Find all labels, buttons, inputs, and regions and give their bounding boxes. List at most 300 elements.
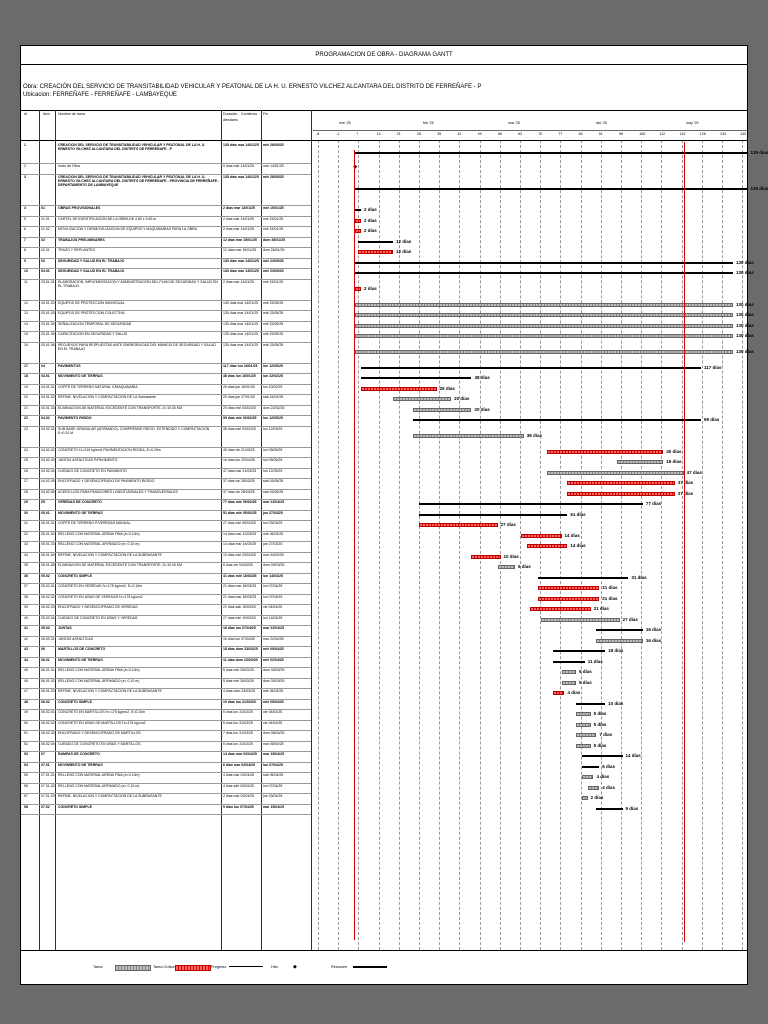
row-id: 1 — [24, 143, 26, 147]
row-id: 58 — [24, 804, 28, 809]
row-task-name: CONCRETO SIMPLE — [58, 573, 92, 578]
task-bar[interactable] — [547, 471, 684, 475]
row-task-name: EQUIPOS DE PROTECCION COLECTIVA — [58, 311, 125, 315]
summary-bar[interactable] — [361, 367, 701, 369]
bar-duration-label: 4 días — [596, 774, 610, 780]
row-item: 04.01.02 — [41, 395, 55, 399]
row-task-name: CONCRETO f'c=210 kg/cm2 PAVIMENTACION RIGIDA, E=0.20m — [58, 447, 161, 452]
row-id: 57 — [24, 794, 28, 798]
row-duration: 16 días lun 20/04/25 — [223, 458, 255, 462]
bar-duration-label: 47 días — [686, 469, 702, 475]
row-task-name: RELLENO CON MATERIAL ARENA FINA (e=0.10m) — [58, 531, 140, 536]
row-duration: 4 días dom 23/03/25 — [223, 689, 255, 693]
table-row[interactable] — [21, 804, 311, 816]
row-end: mié 09/04/25 — [263, 699, 284, 704]
row-item: 03 — [41, 258, 45, 263]
task-bar[interactable] — [413, 408, 471, 412]
row-duration: 10 días mié 23/02/25 — [223, 552, 256, 557]
row-end: lun 07/04/25 — [263, 762, 283, 767]
row-item: 03.01.04 — [41, 321, 55, 326]
bar-duration-label: 26 días — [439, 385, 455, 391]
row-item: 06.02.01 — [41, 710, 55, 714]
row-item: 05.02 — [41, 573, 50, 578]
task-bar[interactable] — [562, 670, 577, 674]
row-id: 29 — [24, 500, 28, 504]
row-id: 13 — [24, 311, 28, 315]
critical-task-bar[interactable] — [547, 450, 663, 454]
bar-duration-label: 21 días — [602, 595, 618, 601]
legend-progress-label: Progreso — [211, 965, 227, 969]
bar-duration-label: 21 días — [602, 585, 618, 591]
row-task-name: EQUIPOS DE PROTECCION INDIVIDUAL — [58, 300, 125, 305]
row-item: 07.02 — [41, 804, 50, 809]
col-header-end: Fin — [263, 112, 268, 116]
row-end: mié 28/05/25 — [263, 174, 284, 179]
row-duration: 99 días mié 03/02/25 — [223, 416, 257, 420]
row-id: 43 — [24, 647, 28, 651]
row-task-name: ENCOFRADO Y DESENCOFRADO DE PAVIMENTO RIGIDO — [58, 479, 155, 483]
row-end: mar 22/04/25 — [263, 500, 285, 504]
task-bar[interactable] — [576, 744, 591, 748]
row-duration: 47 días mar 21/03/25 — [223, 468, 257, 473]
row-item: 01.01 — [41, 216, 50, 221]
bar-duration-label: 27 días — [622, 616, 638, 622]
row-id: 22 — [24, 416, 28, 420]
summary-bar[interactable] — [355, 188, 747, 190]
row-item: 05.01.03 — [41, 542, 55, 546]
task-bar[interactable] — [355, 334, 733, 338]
row-task-name: CONCRETO EN VEREDAS f'c=175 kg/cm2, E=0.10m — [58, 584, 143, 588]
row-task-name: CORTE DE TERRENO P/VEREDAS MANUAL — [58, 521, 131, 525]
row-task-name: REFINE, NIVELACION Y COMPACTACION DE LA SUBRASANTE — [58, 689, 162, 693]
row-id: 31 — [24, 521, 28, 525]
row-end: lun 14/04/25 — [263, 573, 283, 578]
row-duration: 37 días vie 28/03/25 — [223, 489, 255, 494]
summary-bar[interactable] — [358, 241, 393, 243]
critical-task-bar[interactable] — [521, 534, 562, 538]
bar-duration-label: 4 días — [567, 690, 581, 696]
row-end: dom 06/04/25 — [263, 731, 285, 735]
row-item: 05.01 — [41, 510, 50, 515]
row-end: dom 30/03/25 — [263, 668, 285, 672]
row-id: 46 — [24, 678, 28, 683]
row-item: 06 — [41, 647, 45, 651]
summary-bar[interactable] — [355, 209, 361, 211]
row-end: lun 07/04/25 — [263, 594, 283, 599]
critical-task-bar[interactable] — [567, 481, 675, 485]
critical-task-bar[interactable] — [527, 544, 568, 548]
bar-duration-label: 130 días — [735, 322, 754, 328]
row-task-name: PAVIMENTOS — [58, 363, 81, 368]
table-row[interactable] — [21, 342, 311, 364]
row-task-name: TRABAJOS PRELIMINARES — [58, 237, 105, 242]
timescale-day: -8 — [316, 132, 320, 136]
project-name: Obra: CREACIÓN DEL SERVICIO DE TRANSITABILIDAD VEHICULAR Y PEATONAL DE LA H. U. ERNESTO VILCHEZ ALCANTARA DEL DISTRITO DE FERREÑAFE - P — [23, 84, 482, 90]
summary-bar[interactable] — [355, 272, 733, 274]
bar-duration-label: 135 días — [750, 149, 768, 155]
bar-duration-label: 37 días — [677, 490, 694, 496]
row-end: mié 15/01/25 — [263, 206, 284, 210]
bar-duration-label: 31 días — [631, 574, 647, 580]
bar-duration-label: 10 días — [503, 553, 519, 559]
timescale-day: 140 — [740, 132, 747, 136]
row-task-name: VEREDAS DE CONCRETO — [58, 500, 102, 504]
row-task-name: MOVIMIENTO DE TIERRAS — [58, 510, 103, 515]
summary-bar[interactable] — [596, 629, 642, 631]
row-task-name: MOVIMIENTO DE TIERRAS — [58, 762, 103, 767]
row-end: lun 10/02/25 — [263, 384, 283, 389]
project-location: Ubicacion: FERREÑAFE - FERREÑAFE - LAMBAYEQUE — [23, 92, 177, 98]
row-id: 48 — [24, 699, 28, 704]
row-task-name: CAPACITACION EN SEGURIDAD Y SALUD — [58, 332, 128, 336]
summary-bar[interactable] — [553, 650, 605, 652]
bar-duration-label: 10 días — [608, 700, 624, 706]
critical-task-bar[interactable] — [553, 691, 565, 695]
row-item: 04.01.03 — [41, 405, 55, 410]
row-end: jue 27/03/25 — [263, 510, 283, 515]
critical-task-bar[interactable] — [355, 287, 361, 291]
task-bar[interactable] — [582, 775, 594, 779]
summary-bar[interactable] — [413, 419, 701, 421]
bar-duration-label: 16 días — [645, 627, 662, 633]
summary-bar[interactable] — [553, 661, 585, 663]
col-header-item: Item — [43, 112, 50, 116]
task-bar[interactable] — [596, 639, 642, 643]
row-task-name: CONCRETO EN UÑAS DE VEREDAS f'c=175 kg/cm2 — [58, 594, 143, 599]
row-item: 03.01.05 — [41, 332, 55, 336]
bar-duration-label: 21 días — [593, 606, 609, 612]
row-task-name: SEGURIDAD Y SALUD EN EL TRABAJO — [58, 269, 125, 273]
row-task-name: CURADO DE CONCRETO EN PAVIMENTO — [58, 468, 127, 473]
row-task-name: RELLENO CON MATERIAL AFIRMADO (e= 0.10 m) — [58, 678, 140, 683]
row-id: 24 — [24, 447, 28, 452]
timescale-day: 7 — [356, 132, 359, 136]
timescale-day: 133 — [720, 132, 726, 136]
summary-bar[interactable] — [355, 152, 747, 154]
row-task-name: CONCRETO SIMPLE — [58, 804, 92, 809]
milestone-diamond-icon[interactable]: ◆ — [353, 164, 358, 170]
row-item: 05.01.05 — [41, 563, 55, 567]
row-id: 2 — [24, 164, 26, 168]
legend — [21, 950, 747, 985]
row-id: 36 — [24, 573, 28, 578]
row-item: 06.01 — [41, 657, 50, 662]
row-end: dom 22/02/25 — [263, 405, 285, 410]
summary-bar[interactable] — [419, 503, 643, 505]
row-id: 49 — [24, 710, 28, 714]
task-bar[interactable] — [355, 350, 733, 354]
task-bar[interactable] — [355, 313, 733, 317]
timescale-month: feb '25 — [423, 121, 434, 125]
task-bar[interactable] — [576, 733, 596, 737]
row-duration: 21 días sáb 15/03/25 — [223, 605, 256, 609]
row-item: 03.01.06 — [41, 342, 55, 347]
timescale-day: 77 — [558, 132, 563, 136]
row-end: mar 22/04/25 — [263, 636, 284, 641]
bar-duration-label: 14 días — [625, 753, 641, 759]
summary-bar[interactable] — [582, 755, 623, 757]
bar-duration-label: 2 días — [364, 228, 377, 234]
title-divider — [21, 64, 747, 65]
row-duration: 37 días vie 28/03/25 — [223, 479, 255, 483]
legend-milestone-label: Hito — [271, 965, 278, 969]
timescale-day: 28 — [417, 132, 421, 136]
row-duration: 21 días mar 18/03/25 — [223, 594, 257, 599]
row-item: 02 — [41, 237, 45, 242]
row-duration: 16 días lun 07/04/25 — [223, 636, 255, 641]
critical-task-bar[interactable] — [567, 492, 675, 496]
timescale-day: 91 — [598, 132, 603, 136]
row-end: mié 02/04/25 — [263, 657, 284, 662]
row-end: mié 23/05/25 — [263, 300, 284, 305]
row-duration: 14 días mar 02/04/25 — [223, 752, 257, 756]
summary-bar[interactable] — [576, 703, 605, 705]
row-id: 47 — [24, 689, 28, 693]
row-id: 5 — [24, 216, 26, 221]
bar-duration-label: 14 días — [564, 532, 580, 538]
row-id: 33 — [24, 542, 28, 546]
row-task-name: SEÑALIZACION TEMPORAL DE SEGURIDAD — [58, 321, 132, 326]
critical-task-bar[interactable] — [471, 555, 500, 559]
summary-bar[interactable] — [596, 808, 622, 810]
row-task-name: RELLENO CON MATERIAL ARENA FINA (e=0.10m) — [58, 773, 140, 777]
table-row[interactable] — [21, 426, 311, 448]
task-bar[interactable] — [498, 565, 515, 569]
row-duration: 2 días mar 02/04/25 — [223, 794, 255, 798]
row-task-name: SEGURIDAD Y SALUD EN EL TRABAJO — [58, 258, 125, 263]
row-task-name: CURADO DE CONCRETO EN UÑAS Y VEREDAS — [58, 615, 138, 620]
summary-bar[interactable] — [355, 262, 733, 264]
row-end: mié 23/05/25 — [263, 258, 284, 263]
summary-bar[interactable] — [538, 577, 628, 579]
row-end: mar 22/04/25 — [263, 626, 285, 630]
row-item: 04.02.05 — [41, 479, 55, 483]
critical-task-bar[interactable] — [530, 607, 591, 611]
row-end: mié 15/01/25 — [263, 279, 284, 284]
row-item: 05.01.02 — [41, 531, 55, 536]
row-id: 10 — [24, 269, 28, 273]
row-duration: 51 días mié 05/02/25 — [223, 510, 257, 515]
row-item: 07.01.01 — [41, 773, 55, 777]
legend-summary-label: Resumen — [331, 965, 348, 969]
bar-duration-label: 14 días — [570, 543, 586, 549]
row-task-name: ELIMINACION DE MATERIAL EXCEDENTE CON TRANSPORTE, D=10.00 KM — [58, 405, 183, 410]
row-end: mié 23/05/25 — [263, 332, 284, 336]
critical-path-line — [353, 150, 358, 940]
row-task-name: JUNTAS ASFALTICAS — [58, 636, 94, 641]
row-task-name: ACERO LISO PARA PASADORES LONGITUDINALES Y TRANSVERSALES — [58, 489, 178, 494]
row-task-name: Inicio de Obra — [58, 164, 80, 168]
row-item: 06.02.04 — [41, 741, 55, 746]
row-item: 05.02.02 — [41, 594, 55, 599]
row-duration: 27 días mié 19/03/25 — [223, 615, 256, 620]
row-id: 4 — [24, 206, 26, 210]
row-end: lun 05/05/25 — [263, 447, 283, 452]
row-task-name: REFINE, NIVELACION Y COMPACTACION DE LA SUBRASANTE — [58, 794, 162, 798]
row-task-name: REFINE, NIVELACION Y COMPACTACION DE LA SUBRASANTE — [58, 552, 162, 557]
critical-task-bar[interactable] — [419, 523, 497, 527]
row-item: 04.02.01 — [41, 426, 55, 431]
row-duration: 0 días mar 14/01/25 — [223, 164, 255, 168]
row-end: sáb 05/04/25 — [263, 773, 284, 777]
table-row[interactable] — [21, 142, 311, 164]
row-item: 03.01.03 — [41, 311, 55, 315]
row-duration: 16 días lun 07/04/25 — [223, 626, 256, 630]
row-item: 07.01 — [41, 762, 50, 767]
critical-task-bar[interactable] — [538, 597, 599, 601]
critical-task-bar[interactable] — [355, 219, 361, 223]
summary-bar[interactable] — [419, 514, 567, 516]
bar-duration-label: 37 días — [677, 480, 694, 486]
task-bar[interactable] — [393, 397, 451, 401]
timescale-day: 56 — [497, 132, 502, 136]
row-duration: 20 días mié 03/02/25 — [223, 405, 256, 410]
task-bar[interactable] — [576, 712, 591, 716]
row-item: 06.01.02 — [41, 678, 55, 683]
row-item: 04.01 — [41, 374, 50, 378]
bar-duration-label: 2 días — [364, 217, 377, 223]
row-id: 32 — [24, 531, 28, 536]
task-bar[interactable] — [576, 723, 591, 727]
row-id: 38 — [24, 594, 28, 599]
bar-duration-label: 135 días — [750, 186, 768, 192]
row-duration: 2 días mar 14/01/25 — [223, 216, 255, 221]
row-id: 30 — [24, 510, 28, 515]
row-end: mié 23/05/25 — [263, 321, 284, 326]
row-duration: 12 días mar 15/01/25 — [223, 237, 257, 242]
row-id: 45 — [24, 668, 28, 672]
bar-duration-label: 2 días — [364, 286, 377, 291]
col-divider — [311, 110, 312, 950]
task-bar[interactable] — [413, 434, 523, 438]
row-task-name: RELLENO CON MATERIAL AFIRMADO (e= 0.10 m) — [58, 542, 140, 546]
row-task-name: CARTEL DE IDENTIFICACION DE LA OBRA DE 4.80 x 3.60 m — [58, 216, 157, 221]
table-row[interactable] — [21, 174, 311, 207]
row-end: mié 23/05/25 — [263, 342, 284, 347]
timescale-day: 49 — [477, 132, 482, 136]
row-task-name: ELABORACION, IMPLEMENTACION Y ADMINISTRACION DEL PLAN DE SEGURIDAD Y SALUD EN EL TRABAJO — [58, 279, 218, 288]
row-item: 01.02 — [41, 227, 50, 231]
row-id: 3 — [24, 174, 26, 179]
row-duration: 20 días jue 27/01/25 — [223, 395, 255, 399]
row-id: 44 — [24, 657, 28, 662]
row-task-name: CREACION DEL SERVICIO DE TRANSITABILIDAD VEHICULAR Y PEATONAL DE LA H. U. ERNESTO VILCHEZ ALCANTARA DEL DISTRITO DE FERREÑAFE - PROVINCIA DE FERREÑAFE - DEPARTAMENTO DE LAMBAYEQUE — [58, 174, 220, 187]
task-bar[interactable] — [562, 681, 577, 685]
row-duration: 130 días mar 14/01/25 — [223, 321, 259, 326]
summary-bar[interactable] — [361, 377, 471, 379]
timescale-month: mar '25 — [508, 121, 520, 125]
legend-task-swatch — [115, 965, 151, 971]
row-end: dom 30/03/25 — [263, 678, 285, 683]
critical-task-bar[interactable] — [355, 229, 361, 233]
bar-duration-label: 5 días — [593, 711, 607, 717]
timescale-day: 14 — [376, 132, 381, 136]
row-task-name: CREACION DEL SERVICIO DE TRANSITABILIDAD VEHICULAR Y PEATONAL DE LA H. U. ERNESTO VILCHEZ ALCANTARA DEL DISTRITO DE FERREÑAFE - P — [58, 143, 206, 152]
row-duration: 11 días dom 23/03/25 — [223, 657, 258, 662]
row-duration: 130 días mar 14/01/25 — [223, 342, 259, 347]
row-id: 12 — [24, 300, 28, 305]
row-duration: 10 días lun 31/03/25 — [223, 699, 256, 704]
task-bar[interactable] — [541, 618, 619, 622]
row-duration: 40 días vie 21/03/25 — [223, 447, 255, 452]
row-task-name: ENCOFRADO Y DESENCOFRADO DE MARTILLOS — [58, 731, 141, 735]
legend-progress-swatch — [229, 966, 263, 967]
critical-task-bar[interactable] — [538, 586, 599, 590]
row-task-name: CONCRETO SIMPLE — [58, 699, 92, 704]
timescale-day: 112 — [659, 132, 666, 136]
row-end: mié 28/05/25 — [263, 143, 284, 147]
timescale-month: abr '25 — [596, 121, 607, 125]
row-end: lun 12/05/25 — [263, 363, 283, 368]
task-bar[interactable] — [588, 786, 600, 790]
bar-duration-label: 130 días — [735, 333, 754, 339]
row-id: 25 — [24, 458, 28, 462]
row-end: lun 07/04/25 — [263, 783, 283, 788]
row-duration: 14 días mar 12/03/25 — [223, 531, 257, 536]
legend-critical-label: Tarea Crítica — [153, 965, 175, 969]
row-item: 07.01.03 — [41, 794, 55, 798]
row-id: 20 — [24, 395, 28, 399]
row-item: 05.01.04 — [41, 552, 55, 557]
task-bar[interactable] — [582, 796, 588, 800]
critical-path-line — [684, 142, 685, 942]
row-end: mié 15/01/25 — [263, 227, 284, 231]
row-duration: 6 días mar 02/04/25 — [223, 762, 255, 767]
row-task-name: TRAZO Y REPLANTEO — [58, 248, 96, 252]
legend-task-label: Tarea — [93, 965, 103, 969]
row-duration: 12 días mar 15/01/25 — [223, 248, 257, 252]
summary-bar[interactable] — [582, 766, 599, 768]
row-end: jue 27/03/25 — [263, 542, 283, 546]
row-duration: 6 días vie 04/03/25 — [223, 563, 253, 567]
row-id: 34 — [24, 552, 28, 557]
task-bar[interactable] — [355, 324, 733, 328]
row-item: 03.01.02 — [41, 300, 55, 305]
row-item: 05.03.01 — [41, 636, 55, 641]
row-duration: 135 días mar 14/01/25 — [223, 143, 259, 147]
row-id: 28 — [24, 489, 28, 494]
gantt-page — [20, 45, 768, 985]
row-item: 06.01.03 — [41, 689, 55, 693]
timescale-day: 42 — [457, 132, 462, 136]
grid-line — [338, 140, 339, 950]
row-task-name: RELLENO CON MATERIAL AFIRMADO (e= 0.10 m) — [58, 783, 140, 788]
bar-duration-label: 5 días — [579, 679, 592, 685]
bar-duration-label: 2 días — [364, 207, 377, 213]
row-item: 06.02.02 — [41, 720, 55, 725]
legend-summary-swatch — [353, 966, 387, 968]
task-bar[interactable] — [355, 303, 733, 307]
row-id: 18 — [24, 374, 28, 378]
critical-task-bar[interactable] — [361, 387, 437, 391]
row-end: lun 14/04/25 — [263, 615, 283, 620]
task-bar[interactable] — [617, 460, 663, 464]
row-end: mar 04/03/25 — [263, 552, 284, 557]
table-row[interactable] — [21, 279, 311, 301]
bar-duration-label: 40 días — [666, 448, 682, 454]
critical-task-bar[interactable] — [358, 250, 393, 254]
row-id: 40 — [24, 615, 28, 620]
row-duration: 38 días lun 16/01/25 — [223, 374, 256, 378]
row-item: 04 — [41, 363, 45, 368]
row-task-name: ELIMINACION DE MATERIAL EXCEDENTE CON TRANSPORTE, D=10.00 KM — [58, 563, 183, 567]
row-duration: 77 días mié 05/02/25 — [223, 500, 257, 504]
row-task-name: JUNTAS — [58, 626, 72, 630]
row-id: 41 — [24, 626, 28, 630]
row-end: mié 09/04/25 — [263, 647, 284, 651]
row-end: mié 23/05/25 — [263, 269, 284, 273]
row-end: dom 26/01/25 — [263, 237, 285, 242]
